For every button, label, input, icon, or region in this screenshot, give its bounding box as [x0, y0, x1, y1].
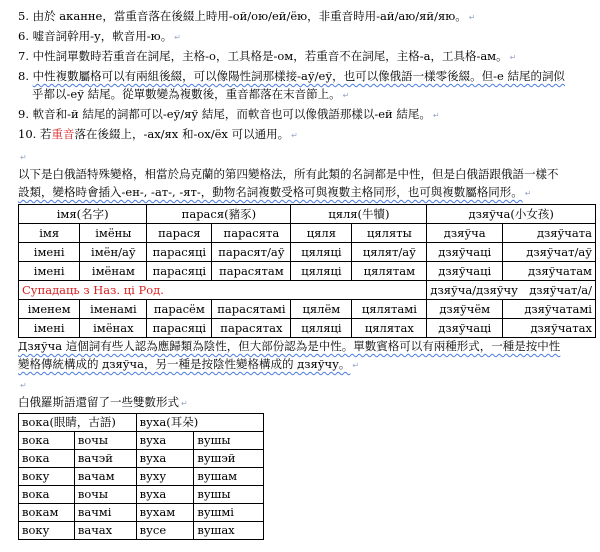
table-cell: парасяці — [147, 262, 212, 281]
table-cell-text: дзяўча/дзяўчу — [430, 283, 518, 297]
table-cell: парасятам — [212, 262, 291, 281]
table-cell: цяляты — [352, 224, 427, 243]
table-cell: дзяўчата — [503, 224, 596, 243]
table-cell-text: дзяўчат/а/ — [529, 283, 592, 297]
declension-table — [18, 204, 596, 338]
table-cell: парасём — [147, 300, 212, 319]
table-cell: дзяўчатам — [503, 262, 596, 281]
rule-number: 5. — [18, 9, 29, 23]
paragraph-mark-icon: ↵ — [509, 53, 517, 62]
table-cell: вачам — [74, 468, 136, 486]
paragraph-mark-icon: ↵ — [181, 399, 188, 408]
table-cell: імені — [19, 262, 80, 281]
table-cell: вока — [19, 432, 75, 450]
dual-intro — [18, 394, 188, 412]
rule-number: 8. — [18, 69, 29, 83]
table-header: дзяўча(小女孩) — [427, 205, 596, 224]
table-row — [19, 224, 596, 243]
table-cell: дзяўчатамі — [503, 300, 596, 319]
table-cell: вушам — [194, 468, 264, 486]
paragraph-mark-icon: ↵ — [468, 13, 476, 22]
table-cell: парасятамі — [212, 300, 291, 319]
paragraph-mark-icon: ↵ — [342, 91, 350, 100]
paragraph-text: 以下是白俄語特殊變格，相當於烏克蘭的第四變格法，所有此類的名詞都是中性，但是白俄語跟俄語一樣不 — [18, 167, 559, 181]
table-cell: цяляці — [291, 319, 352, 338]
paragraph-text: 設類，變格時會插入-ен-, -ат-, -ят-，動物名詞複數受格可與複數主格同形，也可與複數屬格同形。 — [18, 185, 523, 199]
table-cell: імёны — [80, 224, 147, 243]
table-cell: цялятам — [352, 262, 427, 281]
paragraph-mark-icon: ↵ — [524, 189, 532, 198]
rule-text: 中性詞單數時若重音在詞尾，主格-о，工具格是-ом，若重音不在詞尾，主格-а，工具格-ам。 — [32, 49, 508, 63]
table-cell: цялём — [291, 300, 352, 319]
table-cell: дзяўчаці — [427, 262, 503, 281]
rule-5 — [18, 8, 475, 26]
table-header: імя(名字) — [19, 205, 147, 224]
table-cell: вуха — [136, 486, 194, 504]
table-cell: цялятамі — [352, 300, 427, 319]
table-cell: цяля — [291, 224, 352, 243]
table-cell: парасят/аў — [212, 243, 291, 262]
rule-text: 乎都以-еў 結尾。從單數變為複數後，重音都落在末音節上。 — [32, 87, 341, 101]
rule-number: 7. — [18, 49, 29, 63]
table-row — [19, 281, 596, 300]
table-header: парася(豬豕) — [147, 205, 291, 224]
rule-8 — [18, 68, 565, 84]
table-cell: дзяўчатах — [503, 319, 596, 338]
table-row — [19, 486, 264, 504]
table-cell: парасята — [212, 224, 291, 243]
paragraph-mark-icon: ↵ — [352, 361, 360, 370]
table-row — [19, 319, 596, 338]
rule-text: 軟音和-й 結尾的詞都可以-еў/яў 結尾，而軟音也可以像俄語那樣以-ей 結尾。 — [32, 107, 431, 121]
table-row — [19, 432, 264, 450]
table-cell-merged: Супадаць з Наз. ці Род. — [19, 281, 427, 300]
table-cell: вочы — [74, 486, 136, 504]
paragraph-mark-icon: ↵ — [20, 153, 27, 162]
paragraph-text: 變格傳統構成的 дзяўча，另一種是按陰性變格構成的 дзяўчу。 — [18, 357, 351, 371]
rule-number: 9. — [18, 107, 29, 121]
rule-6 — [18, 28, 181, 46]
table-cell: дзяўчат/аў — [503, 243, 596, 262]
table-cell: вушмі — [194, 504, 264, 522]
table-header: вока(眼睛，古語) — [19, 414, 137, 432]
table-cell: вушы — [194, 432, 264, 450]
table-header: цяля(牛犢) — [291, 205, 427, 224]
table-cell: іменамі — [80, 300, 147, 319]
table-cell: іменем — [19, 300, 80, 319]
empty-paragraph — [18, 148, 27, 166]
rule-7 — [18, 48, 516, 66]
table-cell: вусе — [136, 522, 194, 540]
dual-forms-table — [18, 413, 264, 540]
rule-text: 由於 аканне，當重音落在後綴上時用-ой/ою/ей/ёю，非重音時用-ай/аю/яй/яю。 — [32, 9, 467, 23]
table-cell: цялятах — [352, 319, 427, 338]
table-cell: імені — [19, 319, 80, 338]
table-cell: імёнам — [80, 262, 147, 281]
table-cell: вачмі — [74, 504, 136, 522]
table-cell: вуха — [136, 450, 194, 468]
table-cell: вачах — [74, 522, 136, 540]
table-cell: вушах — [194, 522, 264, 540]
intro-paragraph-line1 — [18, 166, 559, 182]
table-row — [19, 243, 596, 262]
table-cell: вокам — [19, 504, 75, 522]
intro-paragraph-line2 — [18, 184, 531, 202]
table-cell — [427, 281, 596, 300]
rule-9 — [18, 106, 440, 124]
table-cell: цялят/аў — [352, 243, 427, 262]
table-cell: воку — [19, 522, 75, 540]
table-cell: вачэй — [74, 450, 136, 468]
table-row — [19, 504, 264, 522]
rule-text: 落在後綴上，-ах/ях 和-ох/ёх 可以通用。 — [74, 127, 290, 141]
table-row — [19, 468, 264, 486]
rule-text: 若 — [39, 127, 52, 141]
table-cell: імён/аў — [80, 243, 147, 262]
table-cell: цяляці — [291, 243, 352, 262]
table-cell: парасятах — [212, 319, 291, 338]
table-cell: імёнах — [80, 319, 147, 338]
paragraph-mark-icon: ↵ — [20, 381, 27, 390]
table-cell: вуха — [136, 432, 194, 450]
table-cell: парася — [147, 224, 212, 243]
table-cell: дзяўчём — [427, 300, 503, 319]
rule-number: 6. — [18, 29, 29, 43]
rule-text: 中性複數屬格可以有兩組後綴，可以像陽性詞那樣接-аў/еў，也可以像俄語一樣零後綴。但-е 結尾的詞似 — [32, 69, 565, 83]
table-cell: цяляці — [291, 262, 352, 281]
table-cell: вушэй — [194, 450, 264, 468]
table-cell: вока — [19, 486, 75, 504]
table-header: вуха(耳朵) — [136, 414, 263, 432]
rule-8-continued — [32, 86, 349, 104]
paragraph-mark-icon: ↵ — [174, 33, 181, 42]
rule-highlight: 重音 — [51, 127, 75, 141]
paragraph-mark-icon: ↵ — [432, 111, 440, 120]
table-header-row — [19, 205, 596, 224]
paragraph-mark-icon: ↵ — [291, 131, 298, 140]
table-cell: імені — [19, 243, 80, 262]
table-cell: вухам — [136, 504, 194, 522]
table-row — [19, 262, 596, 281]
table-cell: вочы — [74, 432, 136, 450]
table-row — [19, 450, 264, 468]
rule-10 — [18, 126, 298, 144]
table-cell: воку — [19, 468, 75, 486]
note-paragraph-line2 — [18, 356, 359, 374]
table-cell: дзяўчаці — [427, 243, 503, 262]
table-cell: вуху — [136, 468, 194, 486]
table-cell: парасяці — [147, 243, 212, 262]
table-row — [19, 522, 264, 540]
table-cell: дзяўчаці — [427, 319, 503, 338]
table-cell: парасяці — [147, 319, 212, 338]
note-paragraph-line1 — [18, 338, 560, 354]
table-cell: вока — [19, 450, 75, 468]
paragraph-text: Дзяўча 這個詞有些人認為應歸類為陰性，但大部份認為是中性。單數賓格可以有兩種形式，一種是按中性 — [18, 339, 561, 353]
table-cell: імя — [19, 224, 80, 243]
table-cell: дзяўча — [427, 224, 503, 243]
table-row — [19, 300, 596, 319]
table-header-row — [19, 414, 264, 432]
rule-number: 10. — [18, 127, 37, 141]
paragraph-text: 白俄羅斯語還留了一些雙數形式 — [18, 395, 179, 409]
table-cell: вушы — [194, 486, 264, 504]
empty-paragraph — [18, 376, 27, 394]
rule-text: 嘘音詞幹用-у，軟音用-ю。 — [32, 29, 173, 43]
